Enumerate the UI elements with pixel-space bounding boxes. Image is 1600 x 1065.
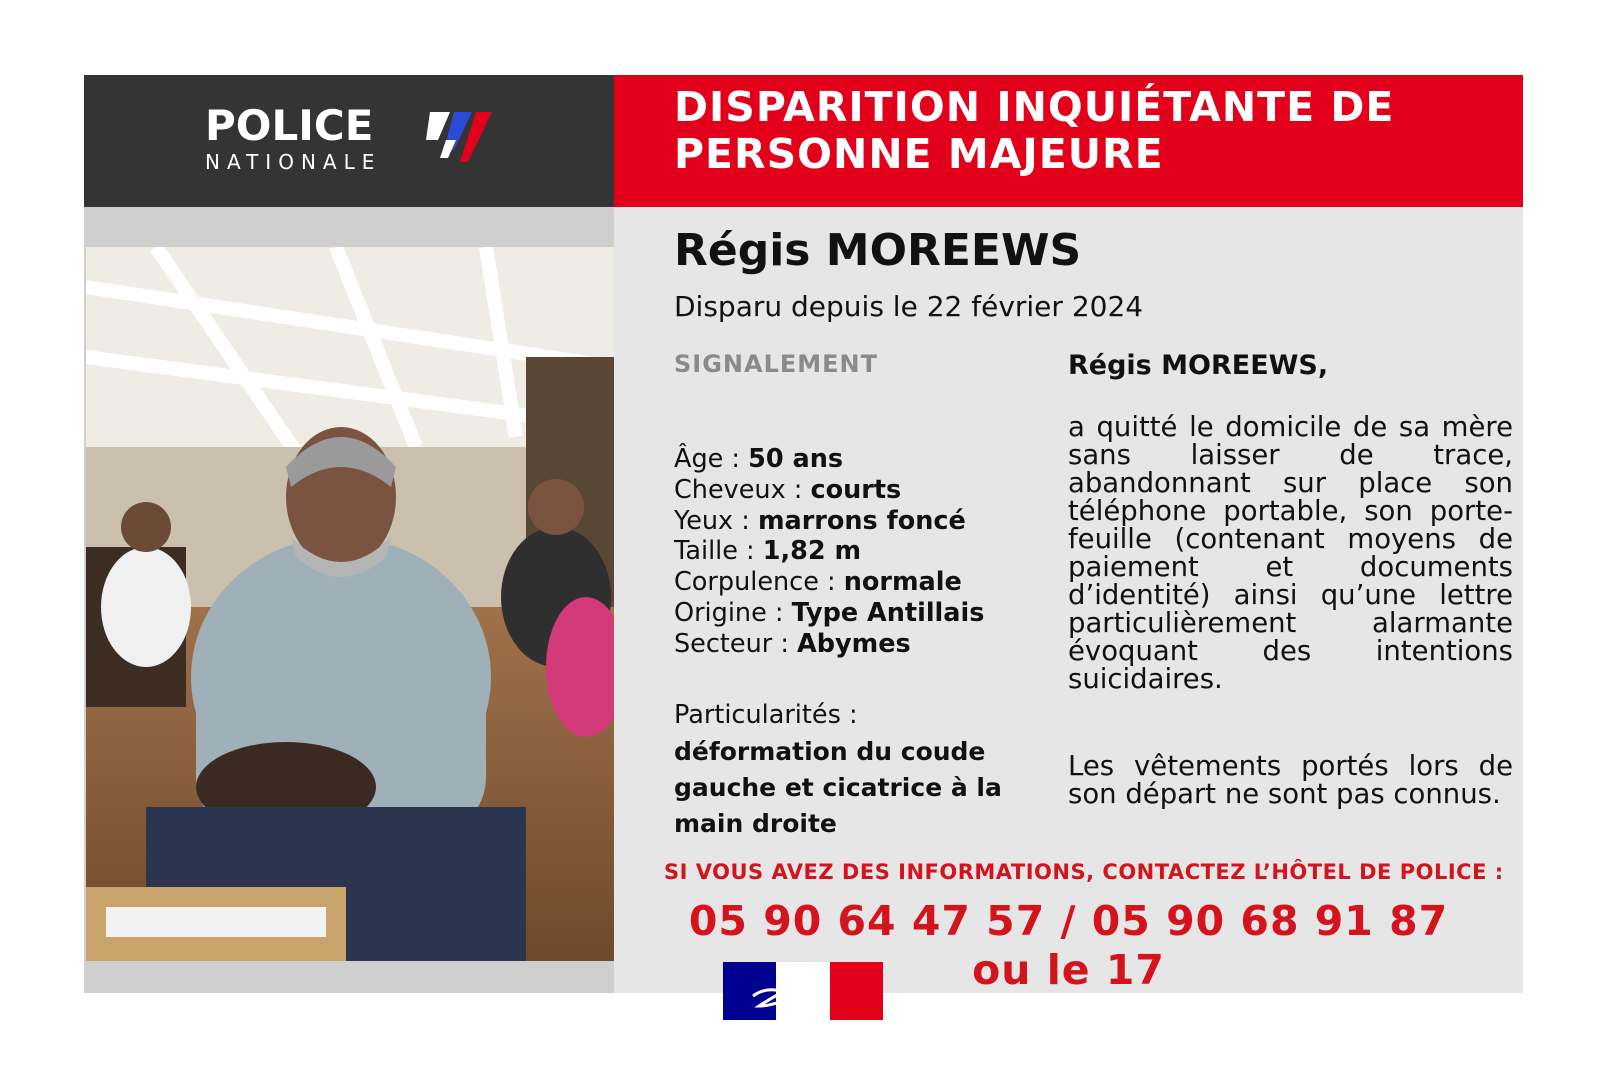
contact-alt-number: ou le 17 <box>972 946 1165 994</box>
description-paragraph-2: Les vêtements portés lors de son départ ne sont pas connus. <box>1068 750 1513 810</box>
contact-phone-numbers: 05 90 64 47 57 / 05 90 68 91 87 <box>688 897 1449 945</box>
missing-person-photo <box>86 247 614 961</box>
description-facts <box>674 444 984 660</box>
fact-row: Cheveux : courts <box>674 474 902 505</box>
marianne-republique-icon <box>723 962 883 1020</box>
particularites-value: déformation du coude gauche et cicatrice à la main droite <box>674 737 1002 838</box>
fact-row: Yeux : marrons foncé <box>674 505 966 536</box>
police-tricolor-icon <box>424 110 494 170</box>
description-name: Régis MOREEWS, <box>1068 350 1329 381</box>
fact-row: Âge : 50 ans <box>674 444 844 474</box>
person-name: Régis MOREEWS <box>674 225 1082 276</box>
page-title: DISPARITION INQUIÉTANTE DE PERSONNE MAJEURE <box>674 83 1395 178</box>
fact-row: Taille : 1,82 m <box>674 536 862 567</box>
logo-police-text: POLICE <box>205 101 374 150</box>
fact-row: Corpulence : normale <box>674 567 962 598</box>
fact-row: Secteur : Abymes <box>674 628 911 659</box>
contact-instructions: SI VOUS AVEZ DES INFORMATIONS, CONTACTEZ L’HÔTEL DE POLICE : <box>664 860 1504 884</box>
particularites-label: Particularités : <box>674 700 858 730</box>
fact-row: Origine : Type Antillais <box>674 597 985 628</box>
missing-since: Disparu depuis le 22 février 2024 <box>674 290 1144 323</box>
signalement-heading: SIGNALEMENT <box>674 350 878 378</box>
logo-nationale-text: NATIONALE <box>205 150 382 174</box>
police-nationale-logo <box>205 101 382 174</box>
description-paragraph-1: a quitté le domicile de sa mère sans laisser de trace, abandonnant sur place son téléphone portable, son porte-feuille (contenant moyens de paiement et documents d’identité) ainsi qu’une lettre particulièrement alarmante évoquant des intentions suicidaires. <box>1068 411 1513 695</box>
